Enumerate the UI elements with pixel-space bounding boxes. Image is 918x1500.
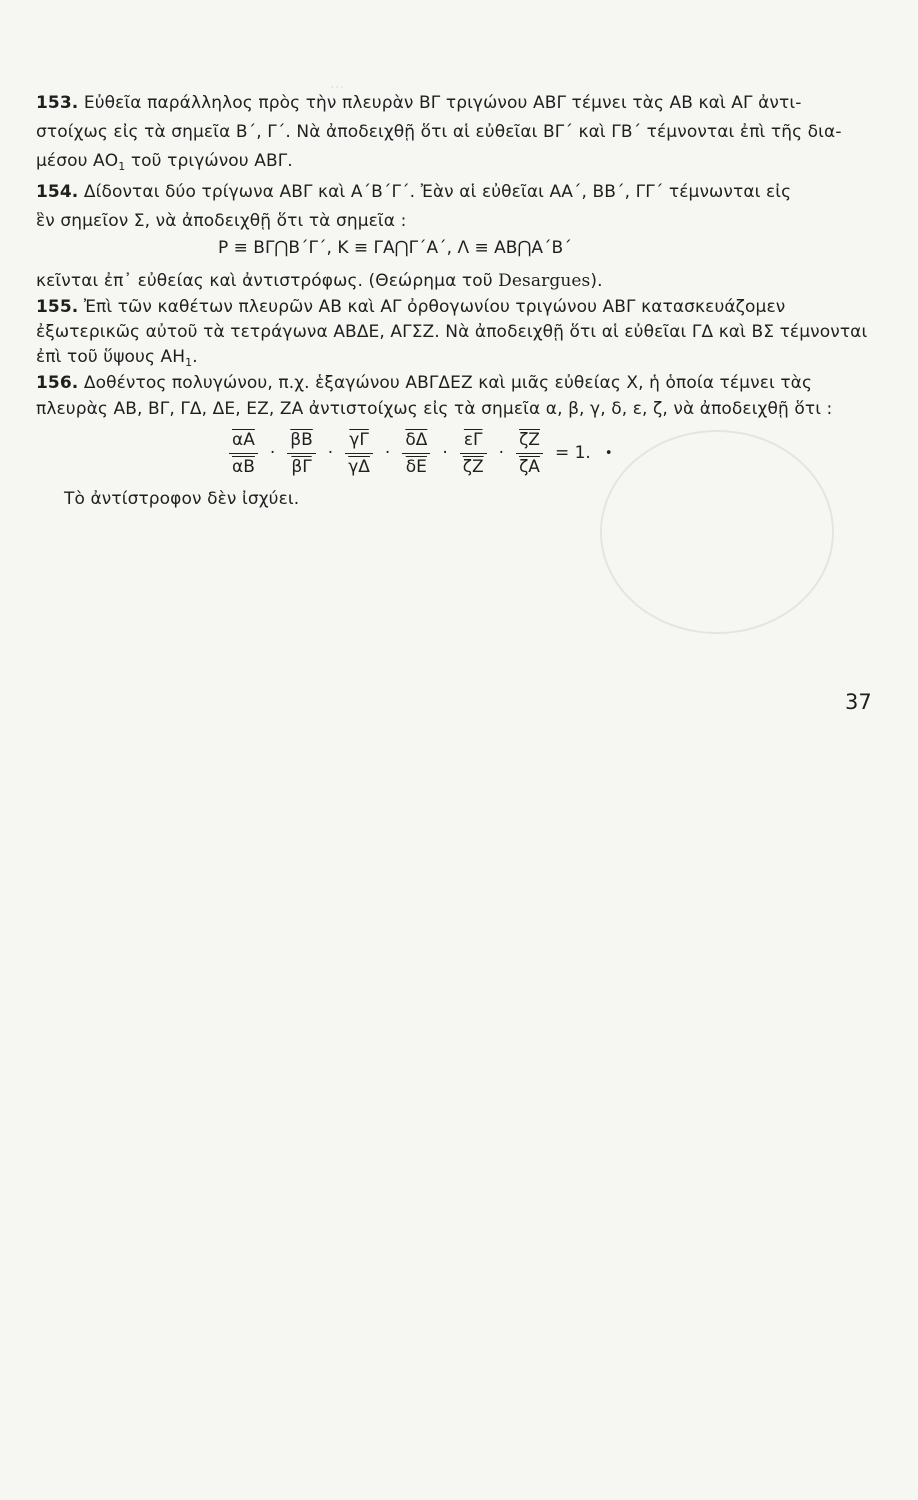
denominator: δΕ [405, 456, 427, 477]
multiplication-dot: · [384, 443, 391, 463]
numerator: $\overline{\zeta Z}$ [519, 429, 540, 450]
numerator: $\overline{\delta\Delta}$ [405, 429, 428, 450]
multiplication-dot: · [327, 443, 334, 463]
page-number: 37 [845, 690, 872, 714]
exercise-number: 154. [36, 182, 79, 202]
numerator: $\overline{\gamma\Gamma}$ [349, 429, 369, 450]
exercise-number: 156. [36, 373, 79, 393]
numerator: $\overline{\varepsilon\Gamma}$ [463, 429, 483, 450]
bleed-through-circle [600, 430, 834, 634]
numerator: $\overline{\beta B}$ [290, 429, 313, 450]
exercise-153-line-1 [36, 90, 882, 116]
exercise-text: στοίχως εἰς τὰ σημεῖα Β΄, Γ΄. Νὰ ἀποδειχθῇ ὅτι αἱ εὐθεῖαι ΒΓ΄ καὶ ΓΒ΄ τέμνονται ἐπὶ τῆς δια- [36, 122, 842, 142]
exercise-153-line-2 [36, 119, 882, 145]
exercise-number: 155. [36, 297, 79, 317]
fraction [229, 429, 258, 478]
numerator: $\overline{\alpha A}$ [232, 429, 255, 450]
multiplication-dot: · [442, 443, 448, 463]
fraction [460, 429, 487, 478]
exercise-154-line-3 [36, 268, 882, 294]
fraction [287, 429, 316, 478]
exercise-155-line-1 [36, 294, 882, 320]
exercise-number: 153. [36, 93, 79, 113]
fraction [516, 429, 543, 478]
exercise-text: μέσου ΑΟ [36, 151, 119, 171]
multiplication-dot: · [269, 443, 276, 463]
exercise-156-line-2 [36, 396, 882, 422]
exercise-text: Δίδονται δύο τρίγωνα ΑΒΓ καὶ Α΄Β΄Γ΄. Ἐὰν αἱ εὐθεῖαι ΑΑ΄, ΒΒ΄, ΓΓ΄ τέμνωνται εἰς [83, 182, 792, 202]
subscript: 1 [185, 356, 193, 369]
exercise-156-line-1 [36, 370, 882, 396]
denominator: ζΑ [519, 456, 540, 477]
exercise-text: ἐξωτερικῶς αὐτοῦ τὰ τετράγωνα ΑΒΔΕ, ΑΓΣΖ. Νὰ ἀποδειχθῇ ὅτι αἱ εὐθεῖαι ΓΔ καὶ ΒΣ τέμνονται [36, 322, 868, 342]
exercise-156-converse-note [64, 486, 882, 512]
fraction [345, 429, 373, 478]
exercise-153-line-3 [36, 148, 882, 180]
denominator: αΒ [232, 456, 255, 477]
exercise-text: ἓν σημεῖον Σ, νὰ ἀποδειχθῇ ὅτι τὰ σημεῖα : [36, 211, 407, 231]
fraction [402, 429, 430, 478]
exercise-text: ἐπὶ τοῦ ὕψους ΑΗ [36, 347, 186, 367]
exercise-155-line-2 [36, 319, 882, 345]
ratio-product-formula [225, 425, 613, 481]
exercise-text: ). [590, 271, 603, 291]
bleed-through-text: ··· [330, 78, 345, 96]
theorem-name: Desargues [498, 271, 591, 291]
exercise-text: Ἐπὶ τῶν καθέτων πλευρῶν ΑΒ καὶ ΑΓ ὀρθογωνίου τριγώνου ΑΒΓ κατασκευάζομεν [83, 297, 786, 317]
exercise-text: . [192, 347, 198, 367]
exercise-text: κεῖνται ἐπ᾽ εὐθείας καὶ ἀντιστρόφως. (Θεώρημα τοῦ [36, 271, 499, 291]
exercise-text: Εὐθεῖα παράλληλος πρὸς τὴν πλευρὰν ΒΓ τριγώνου ΑΒΓ τέμνει τὰς ΑΒ καὶ ΑΓ ἀντι- [83, 93, 802, 113]
exercise-154-line-1 [36, 179, 882, 205]
exercise-text: πλευρὰς ΑΒ, ΒΓ, ΓΔ, ΔΕ, ΕΖ, ΖΑ ἀντιστοίχως εἰς τὰ σημεῖα α, β, γ, δ, ε, ζ, νὰ ἀποδειχθῇ ὅτι : [36, 399, 833, 419]
denominator: βΓ [291, 456, 312, 477]
multiplication-dot: · [498, 443, 505, 463]
intersection-formula: Ρ ≡ ΒΓ⋂Β΄Γ΄, Κ ≡ ΓΑ⋂Γ΄Α΄, Λ ≡ ΑΒ⋂Α΄Β΄ [218, 238, 572, 258]
denominator: γΔ [348, 456, 370, 477]
equals-one: = 1. [554, 443, 591, 463]
exercise-text: Δοθέντος πολυγώνου, π.χ. ἑξαγώνου ΑΒΓΔΕΖ καὶ μιᾶς εὐθείας Χ, ἡ ὁποία τέμνει τὰς [83, 373, 813, 393]
exercise-154-line-2 [36, 208, 882, 234]
denominator: ζΖ [462, 456, 484, 477]
subscript: 1 [118, 160, 126, 173]
bullet-mark: • [604, 445, 613, 461]
exercise-text: Τὸ ἀντίστροφον δὲν ἰσχύει. [64, 489, 300, 509]
exercise-text: τοῦ τριγώνου ΑΒΓ. [125, 151, 293, 171]
